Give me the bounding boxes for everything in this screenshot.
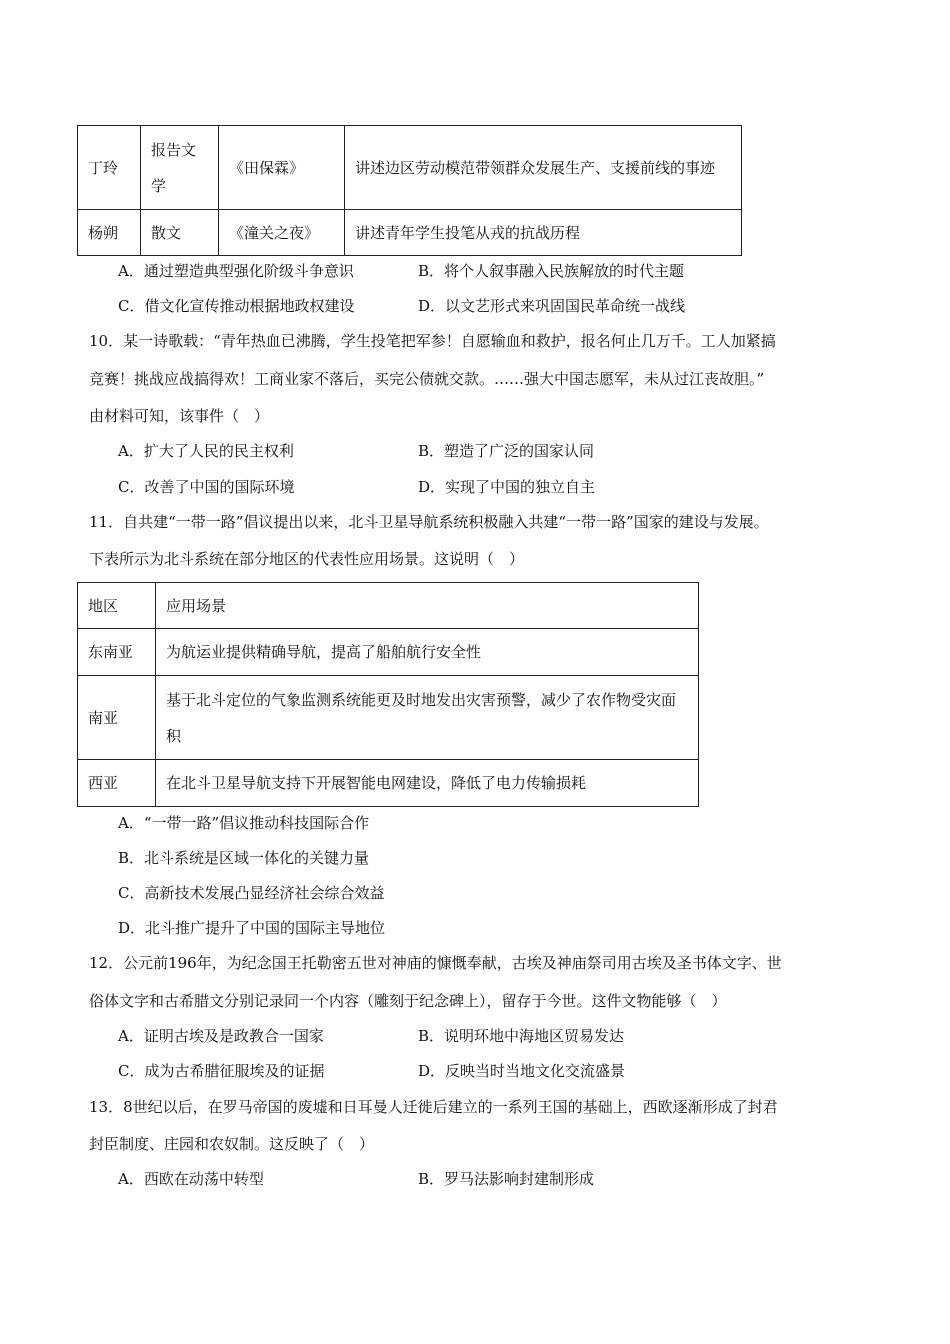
table-header-region: 地区 <box>78 583 156 629</box>
q11-stem-line-2: 下表所示为北斗系统在部分地区的代表性应用场景。这说明（ ） <box>89 550 525 568</box>
table-cell-content: 讲述青年学生投笔从戎的抗战历程 <box>345 210 742 256</box>
table-cell-work: 《田保霖》 <box>219 126 345 210</box>
table-header-scene: 应用场景 <box>156 583 699 629</box>
q11-option-d: D．北斗推广提升了中国的国际主导地位 <box>118 919 386 937</box>
table-cell-genre: 散文 <box>141 210 219 256</box>
q11-stem-line-1: 11．自共建“一带一路”倡议提出以来，北斗卫星导航系统积极融入共建“一带一路”国家的建设与发展。 <box>89 513 769 531</box>
q11-option-c: C．高新技术发展凸显经济社会综合效益 <box>118 884 385 902</box>
table-header-row <box>78 583 699 629</box>
q12-option-d: D．反映当时当地文化交流盛景 <box>418 1062 626 1080</box>
q10-option-b: B．塑造了广泛的国家认同 <box>418 442 595 460</box>
table-cell-scene: 为航运业提供精确导航，提高了船舶航行安全性 <box>156 629 699 676</box>
q13-option-b: B．罗马法影响封建制形成 <box>418 1170 595 1188</box>
q13-stem-line-1: 13．8世纪以后，在罗马帝国的废墟和日耳曼人迁徙后建立的一系列王国的基础上，西欧逐渐形成了封君 <box>89 1098 778 1116</box>
q10-option-a: A．扩大了人民的民主权利 <box>118 442 294 460</box>
q10-stem-line-1: 10．某一诗歌载：“青年热血已沸腾，学生投笔把军参！自愿输血和救护，报名何止几万千。工人加紧搞 <box>89 332 776 350</box>
q11-option-a: A．“一带一路”倡议推动科技国际合作 <box>118 814 370 832</box>
q12-stem-line-1: 12．公元前196年，为纪念国王托勒密五世对神庙的慷慨奉献，古埃及神庙祭司用古埃及圣书体文字、世 <box>89 954 782 972</box>
q13-stem-line-2: 封臣制度、庄园和农奴制。这反映了（ ） <box>89 1135 375 1153</box>
table-cell-region: 南亚 <box>78 676 156 760</box>
table-cell-author: 丁玲 <box>78 126 141 210</box>
q10-stem-line-2: 竞赛！挑战应战搞得欢！工商业家不落后，买完公债就交款。……强大中国志愿军，未从过江丧故胆。” <box>89 370 765 388</box>
q12-option-b: B．说明环地中海地区贸易发达 <box>418 1027 625 1045</box>
q10-stem-line-3: 由材料可知，该事件（ ） <box>89 407 270 425</box>
q9-option-d: D．以文艺形式来巩固国民革命统一战线 <box>418 297 686 315</box>
q12-stem-line-2: 俗体文字和古希腊文分别记录同一个内容（雕刻于纪念碑上），留存于今世。这件文物能够（ ） <box>89 992 727 1010</box>
q9-option-b: B．将个人叙事融入民族解放的时代主题 <box>418 262 685 280</box>
q13-option-a: A．西欧在动荡中转型 <box>118 1170 264 1188</box>
q9-table <box>77 125 742 256</box>
table-cell-work: 《潼关之夜》 <box>219 210 345 256</box>
table-cell-author: 杨朔 <box>78 210 141 256</box>
q11-table <box>77 582 699 807</box>
table-cell-genre: 报告文学 <box>141 126 219 210</box>
table-row <box>78 629 699 676</box>
table-cell-content: 讲述边区劳动模范带领群众发展生产、支援前线的事迹 <box>345 126 742 210</box>
q12-option-c: C．成为古希腊征服埃及的证据 <box>118 1062 325 1080</box>
table-cell-scene: 基于北斗定位的气象监测系统能更及时地发出灾害预警，减少了农作物受灾面积 <box>156 676 699 760</box>
table-cell-scene: 在北斗卫星导航支持下开展智能电网建设，降低了电力传输损耗 <box>156 760 699 807</box>
q12-option-a: A．证明古埃及是政教合一国家 <box>118 1027 324 1045</box>
table-row <box>78 126 742 210</box>
q10-option-d: D．实现了中国的独立自主 <box>418 478 596 496</box>
q10-option-c: C．改善了中国的国际环境 <box>118 478 295 496</box>
table-row <box>78 210 742 256</box>
q9-option-a: A．通过塑造典型强化阶级斗争意识 <box>118 262 354 280</box>
table-row <box>78 760 699 807</box>
table-cell-region: 西亚 <box>78 760 156 807</box>
table-cell-region: 东南亚 <box>78 629 156 676</box>
q9-option-c: C．借文化宣传推动根据地政权建设 <box>118 297 355 315</box>
table-row <box>78 676 699 760</box>
q11-option-b: B．北斗系统是区域一体化的关键力量 <box>118 849 370 867</box>
